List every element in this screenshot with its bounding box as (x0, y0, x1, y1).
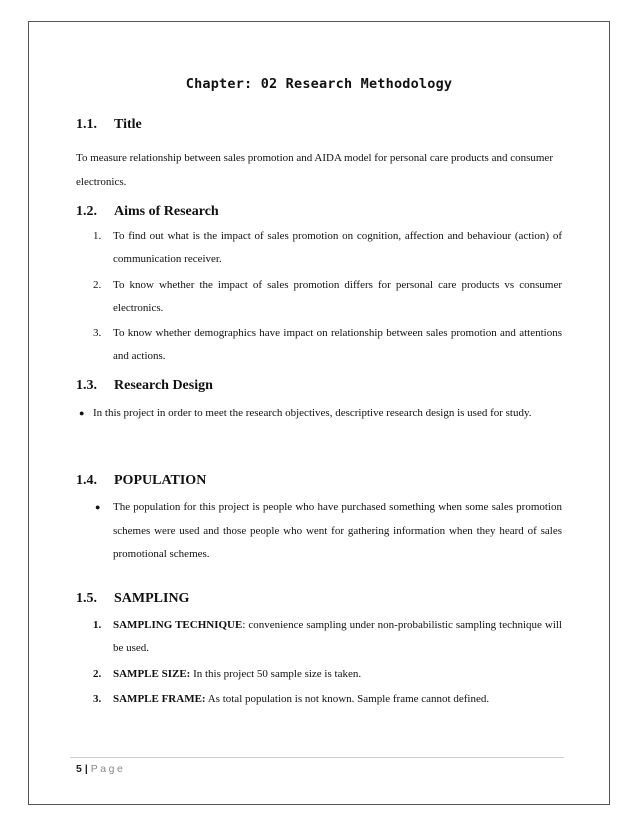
list-marker: 3. (93, 327, 102, 339)
section-number: 1.5. (76, 591, 97, 606)
list-item-text: To find out what is the impact of sales promotion on cognition, affection and behaviour (action) of communication receiver. (113, 230, 562, 265)
list-item-text: convenience sampling under non-probabilistic sampling technique will be used. (113, 619, 562, 654)
aims-list (76, 225, 562, 371)
footer-separator: | (84, 763, 88, 775)
design-bullet (76, 402, 562, 426)
list-marker: 2. (93, 667, 102, 680)
section-heading-title (76, 117, 142, 133)
list-item-text: To know whether demographics have impact on relationship between sales promotion and attentions and actions. (113, 327, 562, 362)
section-number: 1.4. (76, 473, 97, 488)
bullet-icon: ● (79, 408, 85, 418)
section-heading-design (76, 378, 213, 394)
page-label: Page (90, 763, 126, 775)
list-marker: 3. (93, 693, 102, 705)
list-marker: 1. (93, 230, 102, 242)
list-item (76, 274, 562, 320)
section-heading-sampling (76, 591, 189, 607)
section-number: 1.1. (76, 117, 97, 132)
section-heading-text: Title (114, 117, 142, 132)
footer-divider (70, 757, 564, 758)
item-separator: : (242, 619, 246, 631)
item-label: SAMPLING TECHNIQUE (113, 619, 243, 631)
item-label: SAMPLE FRAME: (113, 693, 206, 705)
list-item (76, 614, 562, 660)
section-number: 1.2. (76, 204, 97, 219)
section-heading-aims (76, 204, 219, 220)
list-item-text: As total population is not known. Sample frame cannot defined. (205, 693, 490, 705)
section-heading-text: Research Design (114, 378, 213, 393)
list-item-text: To know whether the impact of sales promotion differs for personal care products vs consumer electronics. (113, 278, 562, 314)
section-heading-text: POPULATION (114, 473, 207, 488)
sampling-list (76, 614, 562, 714)
section-heading-text: SAMPLING (114, 591, 190, 606)
list-item (76, 663, 562, 686)
list-item (76, 322, 562, 368)
list-item (76, 225, 562, 271)
item-label: SAMPLE SIZE: (113, 667, 191, 680)
page-footer (76, 763, 125, 775)
bullet-text: In this project in order to meet the research objectives, descriptive research design is used for study. (93, 407, 532, 419)
chapter-title: Chapter: 02 Research Methodology (185, 76, 453, 92)
bullet-text: The population for this project is people who have purchased something when some sales promotion schemes were used and those people who went for gathering information when they heard of sales promotional schemes. (113, 501, 562, 560)
section-heading-text: Aims of Research (114, 204, 219, 219)
list-marker: 2. (93, 278, 102, 291)
section-heading-population (76, 473, 206, 489)
list-item (76, 688, 562, 711)
list-item-text: In this project 50 sample size is taken. (190, 667, 362, 680)
title-paragraph: To measure relationship between sales promotion and AIDA model for personal care products and consumer electronics. (76, 152, 553, 188)
page-number: 5 (76, 763, 82, 775)
section-number: 1.3. (76, 378, 97, 393)
population-bullet (92, 496, 562, 567)
list-marker: 1. (93, 619, 102, 631)
bullet-icon: ● (95, 502, 101, 512)
